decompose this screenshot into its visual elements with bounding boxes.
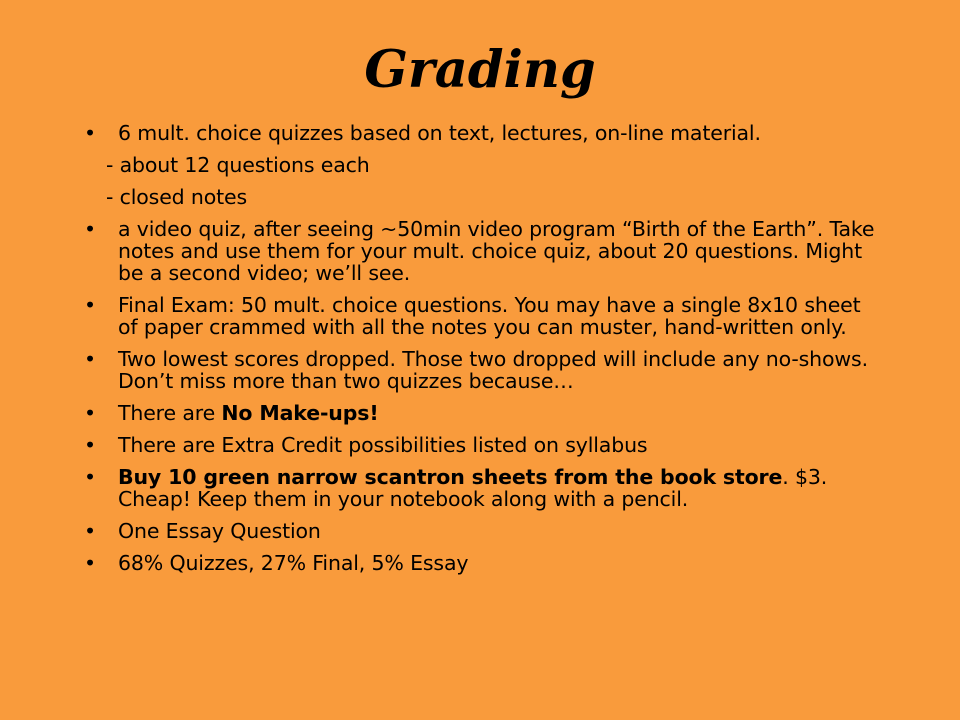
bullet-text: Two lowest scores dropped. Those two dropped will include any no-shows. Don’t miss more than two quizzes because… <box>118 347 868 393</box>
bullet-marker: • <box>84 121 96 145</box>
bullet-text: There are Extra Credit possibilities listed on syllabus <box>118 433 648 457</box>
bullet-marker: • <box>84 401 96 425</box>
bullet-item-extra-credit <box>78 434 878 456</box>
bullet-marker: • <box>84 347 96 371</box>
bullet-text-prefix: There are <box>118 401 222 425</box>
bullet-marker: • <box>84 519 96 543</box>
bullet-item-no-makeups <box>78 402 878 424</box>
bullet-text: One Essay Question <box>118 519 321 543</box>
sub-item-questions: - about 12 questions each <box>106 153 370 177</box>
bullet-item-final-exam <box>78 294 878 338</box>
bullet-marker: • <box>84 551 96 575</box>
bullet-marker: • <box>84 465 96 489</box>
bullet-text: 6 mult. choice quizzes based on text, lectures, on-line material. <box>118 121 761 145</box>
bullet-text-bold: No Make-ups! <box>221 401 379 425</box>
bullet-text-suffix: . $3. Cheap! Keep them in your notebook along with a pencil. <box>118 465 828 511</box>
bullet-marker: • <box>84 433 96 457</box>
bullet-text-bold: Buy 10 green narrow scantron sheets from the book store <box>118 465 783 489</box>
slide-title: Grading <box>364 40 596 100</box>
bullet-item-weights <box>78 552 878 574</box>
bullet-list <box>78 122 878 584</box>
bullet-marker: • <box>84 293 96 317</box>
bullet-item-essay <box>78 520 878 542</box>
bullet-text: Final Exam: 50 mult. choice questions. You may have a single 8x10 sheet of paper crammed with all the notes you can muster, hand-written only. <box>118 293 861 339</box>
bullet-text: 68% Quizzes, 27% Final, 5% Essay <box>118 551 469 575</box>
bullet-item-lowest-dropped <box>78 348 878 392</box>
bullet-item-quizzes <box>78 122 878 144</box>
bullet-item-video-quiz <box>78 218 878 284</box>
bullet-text: a video quiz, after seeing ~50min video program “Birth of the Earth”. Take notes and use them for your mult. choice quiz, about 20 questions. Might be a second video; we’ll see. <box>118 217 875 285</box>
bullet-marker: • <box>84 217 96 241</box>
sub-item-closed-notes: - closed notes <box>106 185 248 209</box>
bullet-item-scantron <box>78 466 878 510</box>
